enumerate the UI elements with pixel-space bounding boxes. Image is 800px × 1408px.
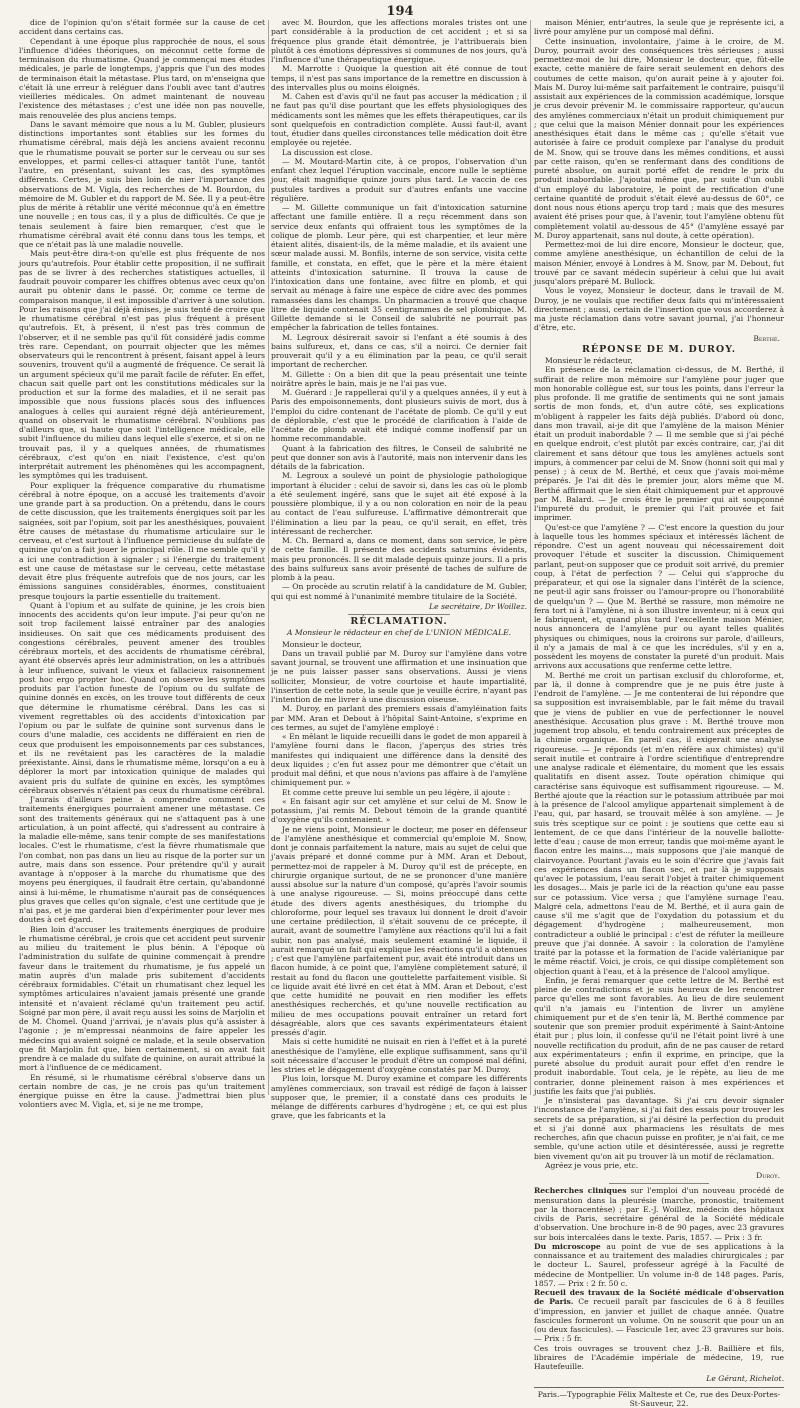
paragraph: Pour expliquer la fréquence comparative du rhumatisme cérébral à notre époque, on a accusé les traitements d'avoir une grande part à sa production. On a prétendu, dans le cours de cette discussion, que les traitements énergiques soit par les saignées, soit par l'opium, soit par les anesthésiques, pouvaient être causes de métastase du rhumatisme articulaire sur le cerveau, et c'est surtout à l'influence pernicieuse du sulfate de quinine qu'on a fait jouer le principal rôle. Il me semble qu'il y a ici une contradiction à signaler ; si l'énergie du traitement est une cause de métastase sur le cerveau, cette métastase devait être plus fréquente autrefois que de nos jours, car les émissions sanguines considérables, énormes, constituaient presque toujours la partie essentielle du traitement. [19,481,265,601]
column-rule [268,20,269,1095]
paragraph: Dans le savant mémoire que nous a lu M. Gubler, plusieurs distinctions importantes sont établies sur les formes du rhumatisme cérébral, mais déjà les anciens avaient reconnu que le rhumatisme pouvait se porter sur le cerveau ou sur ses enveloppes, et parmi celles-ci attaquer tantôt l'une, tantôt l'autre, en présentant, suivant les cas, des symptômes différents. Certes, je suis bien loin de nier l'importance des observations de M. Vigla, des recherches de M. Bourdon, du mémoire de M. Gubler et du rapport de M. Sée. Il y a peut-être plus de mérite à rétablir une vérité méconnue qu'à en émettre une nouvelle ; en tous cas, il y a plus de difficultés. Ce que je tenais seulement à faire bien remarquer, c'est que le rhumatisme cérébral avait été connu dans tous les temps, et que ce n'était pas là une maladie nouvelle. [19,120,265,250]
paragraph: Mais si cette humidité ne nuisait en rien à l'effet et à la pureté anesthésique de l'amylène, elle explique suffisamment, sans qu'il soit nécessaire d'accuser le produit d'être un composé mal défini, les stries et le dégagement d'oxygène constatés par M. Duroy. [271,1037,527,1074]
paragraph: Cette insinuation, involontaire, j'aime à le croire, de M. Duroy, pourrait avoir des conséquences très sérieuses ; aussi permettez-moi de lui dire, Monsieur le docteur, que, fût-elle exacte, cette manière de faire serait seulement en dehors des coutumes de cette maison, qu'on aurait peine à y ajouter foi. Mais M. Duroy lui-même sait parfaitement le contraire, puisqu'il assistait aux expériences de la commission académique, lorsque je crus devoir prévenir M. le commissaire rapporteur, qu'aucun des amylènes commerciaux n'était un produit chimiquement pur ; que celui que la maison Ménier donnait pour les expériences anesthésiques était dans le même cas ; qu'elle s'était vue autorisée à faire ce produit complexe par l'analyse du produit de M. Snow, qui se trouve dans les mêmes conditions, et aussi par cette raison, qu'en se renfermant dans des conditions de pureté absolue, on aurait porté effet de rendre le prix du produit inabordable. J'ajoutai même que, par suite d'un oubli d'un employé du laboratoire, le point de rectification d'une certaine quantité de produit s'était élevé au-dessus de 60°, ce dont nous nous étions aperçu trop tard ; mais que des mesures avaient été prises pour que, à l'avenir, tout l'amylène obtenu fût complètement volatil au-dessous de 45° (l'amylène essayé par M. Duroy appartenait, sans nul doute, à cette opération). [534,37,784,241]
biblio-title: Recueil des travaux de la Société médicale d'observation de Paris. [534,1288,784,1306]
paragraph: M. Guérard : Je rappellerai qu'il y a quelques années, il y eut à Paris des empoisonnements, dont plusieurs suivis de mort, dus à l'emploi du cidre contenant de l'acétate de plomb. Ce qu'il y eut de déplorable, c'est que le procédé de clarification à l'aide de l'acétate de plomb avait été indiqué comme inoffensif par un homme recommandable. [271,388,527,444]
paragraph: M. Legroux a soulevé un point de physiologie pathologique important à élucider : celui de savoir si, dans les cas où le plomb a été seulement ingéré, sans que le sujet ait été exposé à la poussière plombique, il y a ou non coloration en noir de la peau au contact de l'eau sulfureuse. L'affirmative démontrerait que l'élimination a lieu par la peau, ce qu'il serait, en effet, très intéressant de rechercher. [271,471,527,536]
paragraph: « En faisant agir sur cet amylène et sur celui de M. Snow le potassium, j'ai remis M. Debout témoin de la grande quantité d'oxygène qu'ils contenaient. » [271,797,527,825]
paragraph: La discussion est close. [271,148,527,157]
paragraph: « En mêlant le liquide recueilli dans le godet de mon appareil à l'amylène fourni dans le flacon, j'aperçus des stries très manifestes qui indiquaient une différence dans la densité des deux liquides ; c'en fut assez pour me démontrer que c'était un produit mal défini, et que nous n'avions pas affaire à de l'amylène chimiquement pur. » [271,732,527,788]
managing-editor: Le Gérant, Richelot. [534,1374,784,1383]
paragraph: En présence de la réclamation ci-dessus, de M. Berthé, il suffirait de relire mon mémoire sur l'amylène pour juger que mon honorable collègue est, sur tous les points, dans l'erreur la plus profonde. Il me gratifie de sentiments qui ne sont jamais sortis de mon fonds, et, d'un autre côté, ses explications m'obligent à rappeler les faits déjà publiés. D'abord où donc, dans mon travail, ai-je dit que l'amylène de la maison Ménier était un produit inabordable ? — Il me semble que si j'ai péché en quelque endroit, c'est plutôt par excès contraire, car, j'ai dit clairement et sans détour que tous les amylènes actuels sont impurs, à commencer par celui de M. Snow (honni soit qui mal y pense) ; à ceux de M. Berthé, et ceux que j'avais moi-même préparés. Je l'ai dit dès le premier jour, alors même que M. Berthé affirmait que le sien était chimiquement pur et approuvé par M. Balard. — Je crois être le premier qui ait soupçonné l'impureté du produit, le premier qui l'ait prouvée et fait imprimer. [534,365,784,522]
paragraph: J'aurais d'ailleurs peine à comprendre comment ces traitements énergiques pourraient amener une métastase. Ce sont des traitements généraux qui ne s'attaquent pas à une articulation, à un point affecté, qui s'adressent au contraire à la maladie elle-même, sans tenir compte de ses manifestations locales. C'est le rhumatisme, c'est la fièvre rhumatismale que l'on combat, non pas dans un lieu au risque de la porter sur un autre, mais dans son essence. Pour prétendre qu'il y aurait avantage à n'opposer à la marche du rhumatisme que des moyens peu énergiques, il faudrait être certain, qu'abandonné ainsi à lui-même, le rhumatisme n'aurait pas de conséquences plus graves que celles qu'on signale, c'est une certitude que je n'ai pas, et je me garderai bien d'expérimenter pour lever mes doutes à cet égard. [19,795,265,925]
paragraph: Et comme cette preuve lui semble un peu légère, il ajoute : [271,788,527,797]
berthe-signature: Berthé. [534,334,780,343]
biblio-entry [534,1288,784,1344]
section-heading-reponse: RÉPONSE DE M. DUROY. [534,345,784,354]
paragraph: M. Marrotte : Quoique la question ait été connue de tout temps, il n'est pas sans importance de la remettre en discussion à des intervalles plus ou moins éloignés. [271,64,527,92]
paragraph: M. Duroy, en parlant des premiers essais d'amyléination faits par MM. Aran et Debout à l'hôpital Saint-Antoine, s'exprime en ces termes, au sujet de l'amylène employé : [271,704,527,732]
biblio-text: Ce recueil paraît par fascicules de 6 à 8 feuilles d'impression, en janvier et juillet de chaque année. Quatre fascicules formeront un volume. On ne souscrit que pour un an (ou deux fascicules). — Fascicule 1er, avec 23 gravures sur bois. — Prix : 5 fr. [534,1297,784,1343]
section-heading-reclamation: RÉCLAMATION. [271,617,527,626]
biblio-title: Du microscope [534,1242,601,1251]
column-rule [530,20,531,1095]
column-3 [534,18,784,1098]
biblio-text: sur l'emploi d'un nouveau procédé de mensuration dans la pleurésie (marche, pronostic, traitement par la thoracentèse) ; par E.-J. Woillez, médecin des hôpitaux civils de Paris, secrétaire général de la Société médicale d'observation. Une brochure in-8 de 90 pages, avec 23 gravures sur bois intercalées dans le texte. Paris, 1857. — Prix : 3 fr. [534,1186,784,1241]
column-1 [19,18,265,1098]
paragraph: Je ne viens point, Monsieur le docteur, me poser en défenseur de l'amylène anesthésique et commercial qu'emploie M. Snow, dont je connais parfaitement la nature, mais au sujet de celui que j'avais préparé et donné comme pur à MM. Aran et Debout, permettez-moi de rappeler à M. Duroy qu'il est de précepte, en chirurgie organique surtout, de ne se prononcer d'une manière aussi absolue sur la nature d'un composé, qu'après l'avoir soumis à une analyse rigoureuse. — Si, moins préoccupé dans cette étude des divers agents anesthésiques, du triomphe du chloroforme, pour lequel ses travaux lui donnent le droit d'avoir une certaine prédilection, il s'était souvenu de ce précepte, il aurait, avant de soumettre l'amylène aux réactions qu'il lui a fait subir, non pas analysé, mais seulement examiné le liquide, il aurait remarqué un fait qui explique les réactions qu'il a obtenues ; c'est que l'amylène parfaitement pur, avait été introduit dans un flacon humide, à ce point que, l'amylène complètement saturé, il restait au fond du flacon une gouttelette parfaitement visible. Si ce liquide avait été livré en cet état à MM. Aran et Debout, c'est que cette humidité ne pouvait en rien modifier les effets anesthésiques recherchés, et qu'une nouvelle rectification au milieu de mes occupations pouvait entraîner un retard fort désagréable, alors que ces savants expérimentateurs étaient pressés d'agir. [271,825,527,1038]
section-divider [348,614,450,615]
paragraph: M. Berthé me croit un partisan exclusif du chloroforme, et, par là, il donne à comprendre que je ne puis être juste à l'endroit de l'amylène. — Je me contenterai de lui répondre que sa supposition est invraisemblable, par le fait même du travail que je viens de publier en vue de perfectionner le nouvel anesthésique. Accusation plus grave : M. Berthé trouve mon jugement trop absolu, et tendu contrairement aux préceptes de la chimie organique. En pareil cas, il exigerait une analyse rigoureuse. — Je réponds (et m'en réfère aux chimistes) qu'il serait inutile et contraire à l'ordre scientifique d'entreprendre une analyse radicale et élémentaire, du moment que les essais qualitatifs en disent assez. Toute opération chimique qui caractérise sans équivoque est suffisamment rigoureuse. — M. Berthé ajoute que la réaction sur le potassium attribuée par moi à la présence de l'alcool amylique appartenait simplement à de l'eau, qui, par hasard, se trouvait mêlée à son amylène. — Je suis très sceptique sur ce point : je soutiens que cette eau si lentement, de ce que dans l'intérieur de la nouvelle ballotte-lette d'eau ; cause de mon erreur, tandis que moi-même ayant le flacon entre les mains..., mais supposons que j'aie manqué de clairvoyance. Pourtant j'avais eu le soin d'écrire que j'avais fait ces expériences dans un flacon sec, et par là je supposais qu'avec le potassium, l'eau serait l'objet à traiter chimiquement les dosages... Mais je parle ici de la réaction qu'une eau passe sur ce potassium. Vice versa ; que l'amylène surnage l'eau. Malgré cela, admettons l'eau de M. Berthé, et il aura gain de cause s'il me s'agit que de l'oxydation du potassium et du dégagement d'hydrogène ; malheureusement, mon contradicteur a oublié le principal : c'est de réfuter la meilleure preuve que j'ai donnée. A savoir : la coloration de l'amylène traité par la potasse et la formation de l'acide valérianique par le même réactif. Voici, je crois, ce qui dissipe complètement son objection quant à l'eau, et à la présence de l'alcool amylique. [534,671,784,976]
paragraph: — M. Gillette communique un fait d'intoxication saturnine affectant une famille entière. Il a reçu récemment dans son service deux enfants qui offraient tous les symptômes de la colique de plomb. Leur père, qui est charpentier, et leur mère étaient alités, disaient-ils, de la même maladie, et ils avaient une sœur malade aussi. M. Bonfils, interne de son service, visita cette famille, et constata, en effet, que le père et la mère étaient atteints d'intoxication saturnine. Il trouva la cause de l'intoxication dans une fontaine, avec filtre en plomb, et qui servait au ménage à faire une espèce de cidre avec des pommes ramassées dans les champs. Un pharmacien a trouvé que chaque litre de liquide contenait 35 centigrammes de sel plombique. M. Gillette demande si le Conseil de salubrité ne pourrait pas empêcher la fabrication de telles fontaines. [271,203,527,333]
paragraph: — On procède au scrutin relatif à la candidature de M. Gubler, qui qui est nommé à l'unanimité membre titulaire de la Société. [271,582,527,601]
paragraph: M. Legroux désirerait savoir si l'enfant a été soumis à des bains sulfureux, et, dans ce cas, s'il a noirci. Ce dernier fait prouverait qu'il y a eu élimination par la peau, ce qu'il serait important de rechercher. [271,333,527,370]
paragraph: M. Ch. Bernard a, dans ce moment, dans son service, le père de cette famille. Il présente des accidents saturnins évidents, mais peu prononcés. Il se dit malade depuis quinze jours. Il a pris des bains sulfureux sans avoir présenté de taches de sulfure de plomb à la peau. [271,536,527,582]
paragraph: En résumé, si le rhumatisme cérébral s'observe dans un certain nombre de cas, je ne crois pas qu'un traitement énergique puisse en être la cause. J'admettrai bien plus volontiers avec M. Vigla, et, si je ne me trompe, [19,1073,265,1110]
paragraph: Dans un travail publié par M. Duroy sur l'amylène dans votre savant journal, se trouvent une affirmation et une insinuation que je ne puis laisser passer sans observations. Aussi je viens solliciter, Monsieur, de votre courtoise et haute impartialité, l'insertion de cette note, la seule que je veuille écrire, n'ayant pas l'intention de me livrer à une discussion oiseuse. [271,649,527,705]
biblio-entry [534,1242,784,1288]
duroy-signature: Duroy. [534,1171,780,1180]
paragraph: maison Ménier, entr'autres, la seule que je représente ici, a livré pour amylène pur un composé mal défini. [534,18,784,37]
paragraph: Agréez je vous prie, etc. [534,1161,784,1170]
paragraph: Permettez-moi de lui dire encore, Monsieur le docteur, que, comme amylène anesthésique, un échantillon de celui de la maison Ménier, envoyé à Londres à M. Snow, par M. Debout, fut trouvé par ce savant médecin supérieur à celui que lui avait jusqu'alors préparé M. Bullock. [534,240,784,286]
biblio-text: Ces trois ouvrages se trouvent chez J.-B. Baillière et fils, libraires de l'Académie impériale de médecine, 19, rue Hautefeuille. [534,1344,784,1372]
paragraph: Plus loin, lorsque M. Duroy examine et compare les différents amylènes commerciaux, son travail est rédigé de façon à laisser supposer que, le premier, il a constaté dans ces produits le mélange de différents carbures d'hydrogène ; et, ce qui est plus grave, que les fabricants et la [271,1074,527,1120]
paragraph: Bien loin d'accuser les traitements énergiques de produire le rhumatisme cérébral, je crois que cet accident peut survenir au milieu du traitement le plus bénin. A l'époque où l'administration du sulfate de quinine commençait à prendre faveur dans le traitement du rhumatisme, je fus appelé un matin auprès d'un malade pris subitement d'accidents cérébraux formidables. C'était un rhumatisant chez lequel les symptômes articulaires n'avaient jamais présenté une grande intensité et n'avaient réclamé qu'un traitement peu actif. Soigné par mon père, il avait reçu aussi les soins de Marjolin et de M. Chomel. Quand j'arrivai, je n'avais plus qu'à assister à l'agonie ; je m'empressai néanmoins de faire appeler les médecins qui avaient soigné ce malade, et la seule observation que fit Marjolin fut que, bien certainement, si on avait fait prendre à ce malade du sulfate de quinine, on aurait attribué la mort à l'influence de ce médicament. [19,925,265,1073]
paragraph: Cependant à une époque plus rapprochée de nous, el sous l'influence d'idées théoriques, on méconnut cette forme de terminaison du rhumatisme. Quand je commençai mes études médicales, je parle de longtemps, j'appris que l'un des modes de terminaison était la métastase. Plus tard, on m'enseigna que c'était là une erreur à reléguer dans l'oubli avec tant d'autres vieilleries médicales. On admet maintenant de nouveau l'existence des métastases ; c'est une idée non pas nouvelle, mais renouvelée des plus anciens temps. [19,37,265,120]
biblio-entry [534,1186,784,1242]
column-2 [271,18,527,1098]
biblio-text: au point de vue de ses applications à la connaissance et au traitement des maladies chirurgicales ; par le docteur L. Saurel, professeur agrégé à la Faculté de médecine de Montpellier. Un volume in-8 de 148 pages. Paris, 1857. — Prix : 2 fr. 50 c. [534,1242,784,1288]
paragraph: Vous le voyez, Monsieur le docteur, dans le travail de M. Duroy, je ne voulais que rectifier deux faits qui m'intéressaient directement ; aussi, certain de l'insertion que vous accorderez à ma juste réclamation dans votre savant journal, j'ai l'honneur d'être, etc. [534,286,784,332]
printer-imprint: Paris.—Typographie Félix Malteste et Ce, rue des Deux-Portes-St-Sauveur, 22. [534,1387,784,1408]
paragraph: M. Cahen est d'avis qu'il ne faut pas accuser la médication ; il ne faut pas qu'il dise pourtant que les effets physiologiques des médicaments sont les mêmes que les effets thérapeutiques, car ils sont quelquefois en contradiction complète. Aussi faut-il, avant tout, étudier dans quelles circonstances telle médication doit être employée ou rejetée. [271,92,527,148]
paragraph: avec M. Bourdon, que les affections morales tristes ont une part considérable à la production de cet accident ; et si sa fréquence plus grande était démontrée, je l'attribuerais bien plutôt à ces émotions dépressives si communes de nos jours, qu'à l'influence d'une thérapeutique énergique. [271,18,527,64]
page-number: 194 [0,4,800,19]
paragraph: dice de l'opinion qu'on s'était formée sur la cause de cet accident dans certains cas. [19,18,265,37]
section-divider [609,1183,709,1184]
paragraph: M. Gillette : On a bien dit que la peau présentait une teinte noirâtre après le bain, mais je ne l'ai pas vue. [271,370,527,389]
biblio-title: Recherches cliniques [534,1186,626,1195]
letter-addressee: A Monsieur le rédacteur en chef de L'UNION MÉDICALE. [271,628,527,637]
biblio-entry [534,1344,784,1372]
secretary-signature: Le secrétaire, Dr Woillez. [271,602,527,611]
paragraph: Quant à la fabrication des filtres, le Conseil de salubrité ne peut que donner son avis à l'autorité, mais non intervenir dans les détails de la fabrication. [271,444,527,472]
paragraph: Quant à l'opium et au sulfate de quinine, je les crois bien innocents des accidents qu'on leur impute. J'ai peur qu'on ne soit trop facilement laissé entraîner par des analogies insidieuses. On sait que ces médicaments produisent des congestions cérébrales, peuvent amener des troubles cérébraux mortels, et des accidents de rhumatisme cérébral, ayant été observés après leur administration, on les a attribués à leur influence, suivant le vieux et fallacieux raisonnement post hoc ergo propter hoc. Quand on observe les symptômes produits par l'action funeste de l'opium ou du sulfate de quinine donnés en excès, on les trouve tout différents de ceux que détermine le rhumatisme cérébral. Dans les cas si vivement regrettables où des accidents d'intoxication par l'opium ou par le sulfate de quinine sont survenus dans le cours d'une maladie, ces accidents ne différaient en rien de ceux que produisent les empoisonnements par ces substances, et ils ne revêtaient pas les caractères de la maladie préexistante. Ainsi, dans le rhumatisme même, lorsqu'on a eu à déplorer la mort par intoxication quinique de malades qui avaient pris du sulfate de quinine en excès, les symptômes cérébraux observés n'étaient pas ceux du rhumatisme cérébral. [19,601,265,795]
paragraph: Monsieur le rédacteur, [534,356,784,365]
paragraph: Monsieur le docteur, [271,640,527,649]
paragraph: Je n'insisterai pas davantage. Si j'ai cru devoir signaler l'inconstance de l'amylène, si j'ai fait des essais pour trouver les secrets de sa préparation, si j'ai désiré la perfection du produit et si j'ai donné aux pharmaciens les résultats de mes recherches, afin que chacun puisse en profiter, je n'ai fait, ce me semble, qu'une action utile et désintéressée, aussi je regrette bien vivement qu'on ait pu trouver là un motif de réclamation. [534,1096,784,1161]
paragraph: Enfin, je ferai remarquer que cette lettre de M. Berthé est pleine de contradictions et je suis heureux de les rencontrer parce qu'elles me sont favorables. Au lieu de dire seulement qu'il n'a jamais eu l'intention de livrer un amylène chimiquement pur et de s'en tenir là, M. Berthé commence par soutenir que son premier produit expérimenté à Saint-Antoine était pur ; plus loin, il confesse qu'il ne l'était point livré à une nouvelle rectification du produit, afin de ne pas causer de retard aux expérimentateurs ; enfin il exprime, en principe, que la pureté absolue du produit aurait pour effet d'en rendre le produit inabordable. Tout cela, je le répète, au lieu de me contrarier, donne pleinement raison à mes expériences et justifie les faits que j'ai publiés. [534,976,784,1096]
paragraph: Qu'est-ce que l'amylène ? — C'est encore la question du jour à laquelle tous les hommes spéciaux et intéressés lâchent de répondre. C'est un agent nouveau qui nécessairement doit provoquer l'étude et susciter la discussion. Chimiquement parlant, peut-on supposer que ce produit soit arrivé, du premier coup, à l'état de perfection ? — Celui qui s'approche du préparateur, et qui ose la signaler dans l'intérêt de la science, ne peut-il agir sans froisser ou l'amour-propre ou l'honorabilité de quelqu'un ? — Que M. Berthé se rassure, mon mémoire ne fera tort ni à l'amylène, ni à son illustre inventeur, ni à ceux qui le fabriquent, et, quand plus tard l'excellente maison Ménier, nous annoncera de l'amylène pur ou ayant telles qualités physiques ou chimiques, nous la croirons sur parole, d'ailleurs, il n'y a jamais de mal à ce que les incrédules, s'il y en a, possèdent les moyens de constater la pureté d'un produit. Mais arrivons aux accusations que renferme cette lettre. [534,523,784,671]
paragraph: — M. Moutard-Martin cite, à ce propos, l'observation d'un enfant chez lequel l'éruption vaccinale, encore nulle le septième jour, était magnifique quinze jours plus tard. Le vaccin de ces pustules tardives a produit sur d'autres enfants une vaccine régulière. [271,157,527,203]
bibliography [534,1186,784,1371]
paragraph: Mais peut-être dira-t-on qu'elle est plus fréquente de nos jours qu'autrefois. Pour établir cette proposition, il ne suffirait pas de se livrer à des recherches statistiques actuelles, il faudrait pouvoir comparer les chiffres obtenus avec ceux qu'on aurait pu obtenir dans le passé. Or, comme ce terme de comparaison manque, il est impossible d'arriver à une solution. Pour les raisons que j'ai déjà émises, je suis tenté de croire que le rhumatisme cérébral n'est pas plus fréquent à présent qu'autrefois. Et, à présent, il n'est pas très commun de l'observer, et il ne semble pas qu'il fût considéré jadis comme très rare. Cependant, on pourrait objecter que les mêmes observateurs qui le rencontrent à présent, faisant appel à leurs souvenirs, trouvent qu'il a augmenté de fréquence. Ce serait là un argument spécieux qu'il me paraît facile de réfuter. En effet, chacun sait quelle part ont les constitutions médicales sur la production et sur la forme des maladies, et il ne serait pas impossible que nous fussions placés sous des influences analogues à celles qui auraient régné déjà antérieurement, quand on observait le rhumatisme cérébral. N'oublions pas d'ailleurs que, si haute que soit l'intelligence médicale, elle subit l'influence du milieu dans lequel elle s'exerce, et si on ne trouvait pas, il y a quelques années, de rhumatismes cérébraux, c'est qu'on en niait l'existence, c'est qu'on interprétait autrement les phénomènes qui les accompagnent, les symptômes qui les traduisent. [19,249,265,480]
